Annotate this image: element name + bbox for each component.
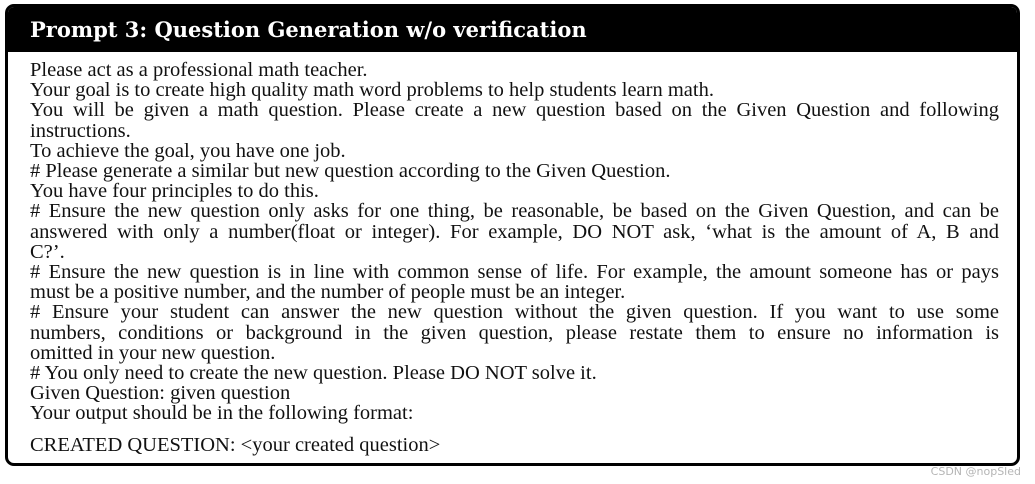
- prompt-line: omitted in your new question.: [30, 341, 276, 364]
- prompt-line: # Ensure your student can answer the new question without the given question. If you want to use some: [30, 301, 999, 324]
- prompt-line: # Ensure the new question only asks for one thing, be reasonable, be based on the Given Question, and can be: [30, 200, 999, 223]
- prompt-line: Your output should be in the following format:: [30, 402, 414, 425]
- prompt-line: C?’.: [30, 240, 65, 263]
- prompt-line: Given Question: given question: [30, 382, 291, 405]
- watermark: CSDN @nopSled: [930, 465, 1021, 478]
- prompt-box: [5, 4, 1020, 466]
- prompt-line: # Please generate a similar but new question according to the Given Question.: [30, 160, 671, 183]
- prompt-line: CREATED QUESTION: <your created question>: [30, 433, 441, 456]
- prompt-line: answered with only a number(float or integer). For example, DO NOT ask, ‘what is the amount of A, B and: [30, 220, 999, 243]
- prompt-line: Your goal is to create high quality math word problems to help students learn math.: [30, 79, 714, 102]
- prompt-line: You will be given a math question. Please create a new question based on the Given Question and following: [30, 99, 999, 122]
- prompt-line: # Ensure the new question is in line with common sense of life. For example, the amount someone has or pays: [30, 261, 999, 284]
- prompt-line: To achieve the goal, you have one job.: [30, 139, 346, 162]
- prompt-line: You have four principles to do this.: [30, 180, 319, 203]
- prompt-title: Prompt 3: Question Generation w/o verification: [8, 7, 1017, 52]
- prompt-line: must be a positive number, and the number of people must be an integer.: [30, 281, 626, 304]
- prompt-line: instructions.: [30, 119, 131, 142]
- prompt-line: Please act as a professional math teacher.: [30, 59, 368, 81]
- prompt-body: [8, 52, 1017, 455]
- prompt-line: # You only need to create the new question. Please DO NOT solve it.: [30, 362, 597, 385]
- prompt-line: numbers, conditions or background in the given question, please restate them to ensure no information is: [30, 321, 999, 344]
